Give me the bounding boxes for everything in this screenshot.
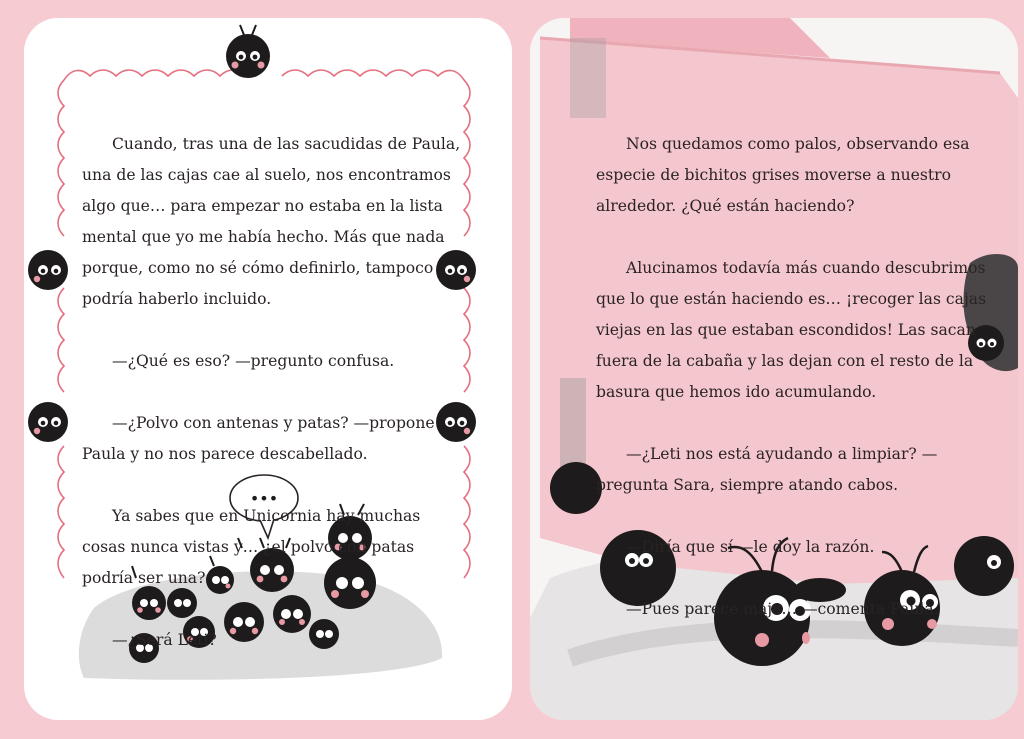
left-page — [24, 18, 512, 720]
left-page-text — [82, 98, 462, 687]
right-page — [530, 18, 1018, 720]
creature-left-2 — [28, 402, 68, 442]
left-paragraph-1: Cuando, tras una de las sacudidas de Paula, una de las cajas cae al suelo, nos encontramos algo que… para empezar no estaba en la lista mental que yo me había hecho. Más que nada porque, como no sé cómo definirlo, tampoco podría haberlo incluido. — [82, 135, 461, 308]
right-paragraph-3: —¿Leti nos está ayudando a limpiar? —pregunta Sara, siempre atando cabos. — [596, 445, 938, 494]
left-paragraph-4: Ya sabes que en Unicornia hay muchas cosas nunca vistas y… ¿el polvo con patas podría ser una? — [82, 507, 421, 587]
left-paragraph-3: —¿Polvo con antenas y patas? —propone Paula y no nos parece descabellado. — [82, 414, 435, 463]
right-paragraph-5: —Pues parece maja… —comenta Paula. — [626, 600, 939, 618]
right-paragraph-2: Alucinamos todavía más cuando descubrimos que lo que están haciendo es… ¡recoger las cajas viejas en las que estaban escondidos! Las sacan fuera de la cabaña y las dejan con el resto de la basura que hemos ido acumulando. — [596, 259, 987, 401]
creature-top — [226, 25, 270, 78]
creature-left-1 — [28, 250, 68, 290]
left-paragraph-2: —¿Qué es eso? —pregunto confusa. — [112, 352, 395, 370]
right-paragraph-1: Nos quedamos como palos, observando esa especie de bichitos grises moverse a nuestro alrededor. ¿Qué están haciendo? — [596, 135, 970, 215]
speech-bubble-dots: ••• — [249, 489, 279, 508]
right-paragraph-4: —Diría que sí —le doy la razón. — [626, 538, 875, 556]
right-page-text — [596, 98, 996, 656]
left-paragraph-5: —¿Será Leti? — [112, 631, 217, 649]
